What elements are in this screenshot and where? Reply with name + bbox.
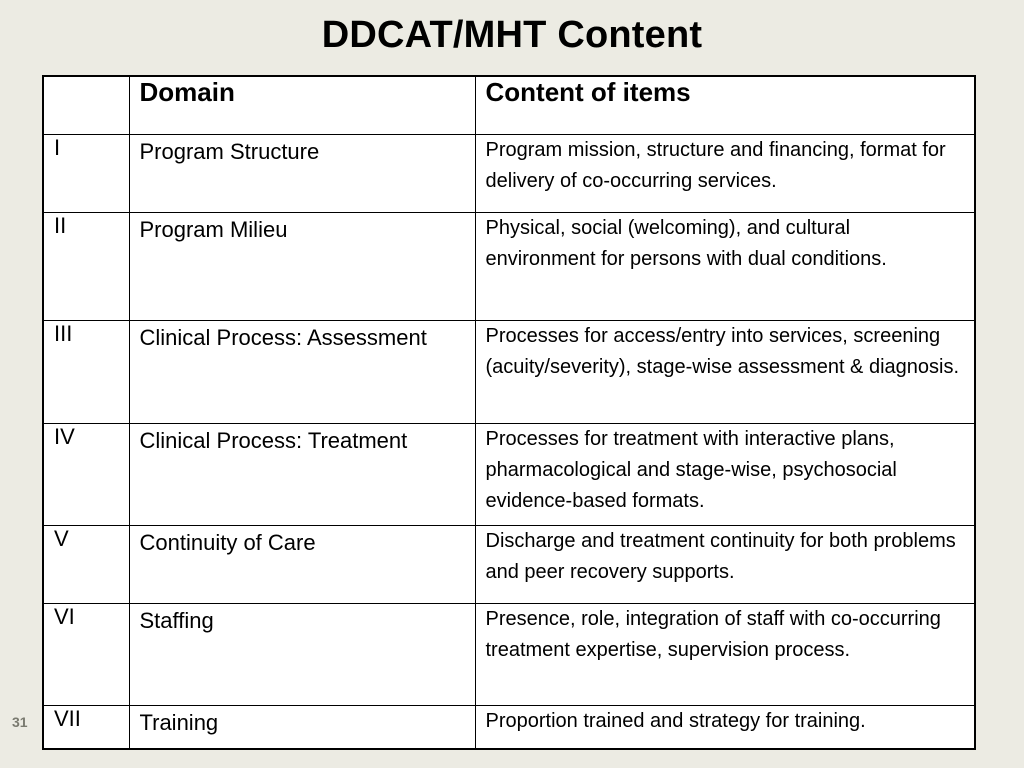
table-row: [43, 603, 975, 705]
row-number: VII: [43, 705, 129, 749]
row-content: Discharge and treatment continuity for both problems and peer recovery supports.: [475, 525, 975, 603]
row-number: IV: [43, 423, 129, 525]
row-domain: Program Milieu: [129, 212, 475, 320]
table-row: [43, 212, 975, 320]
row-number: V: [43, 525, 129, 603]
row-number: III: [43, 320, 129, 423]
table-row: [43, 705, 975, 749]
row-domain: Staffing: [129, 603, 475, 705]
row-number: II: [43, 212, 129, 320]
row-domain: Program Structure: [129, 134, 475, 212]
header-domain: Domain: [129, 76, 475, 134]
row-content: Physical, social (welcoming), and cultural environment for persons with dual conditions.: [475, 212, 975, 320]
table-row: [43, 134, 975, 212]
slide-title: DDCAT/MHT Content: [321, 14, 703, 56]
row-domain: Training: [129, 705, 475, 749]
content-table: [42, 75, 976, 750]
table-row: [43, 320, 975, 423]
row-number: I: [43, 134, 129, 212]
row-content: Processes for treatment with interactive plans, pharmacological and stage-wise, psychosocial evidence-based formats.: [475, 423, 975, 525]
row-domain: Clinical Process: Assessment: [129, 320, 475, 423]
table-row: [43, 525, 975, 603]
row-content: Proportion trained and strategy for training.: [475, 705, 975, 749]
table-header-row: [43, 76, 975, 134]
row-domain: Clinical Process: Treatment: [129, 423, 475, 525]
table-row: [43, 423, 975, 525]
header-number: [43, 76, 129, 134]
row-domain: Continuity of Care: [129, 525, 475, 603]
slide-number: 31: [12, 714, 28, 730]
row-content: Processes for access/entry into services, screening (acuity/severity), stage-wise assessment & diagnosis.: [475, 320, 975, 423]
header-content: Content of items: [475, 76, 975, 134]
row-number: VI: [43, 603, 129, 705]
row-content: Presence, role, integration of staff with co-occurring treatment expertise, supervision process.: [475, 603, 975, 705]
row-content: Program mission, structure and financing, format for delivery of co-occurring services.: [475, 134, 975, 212]
